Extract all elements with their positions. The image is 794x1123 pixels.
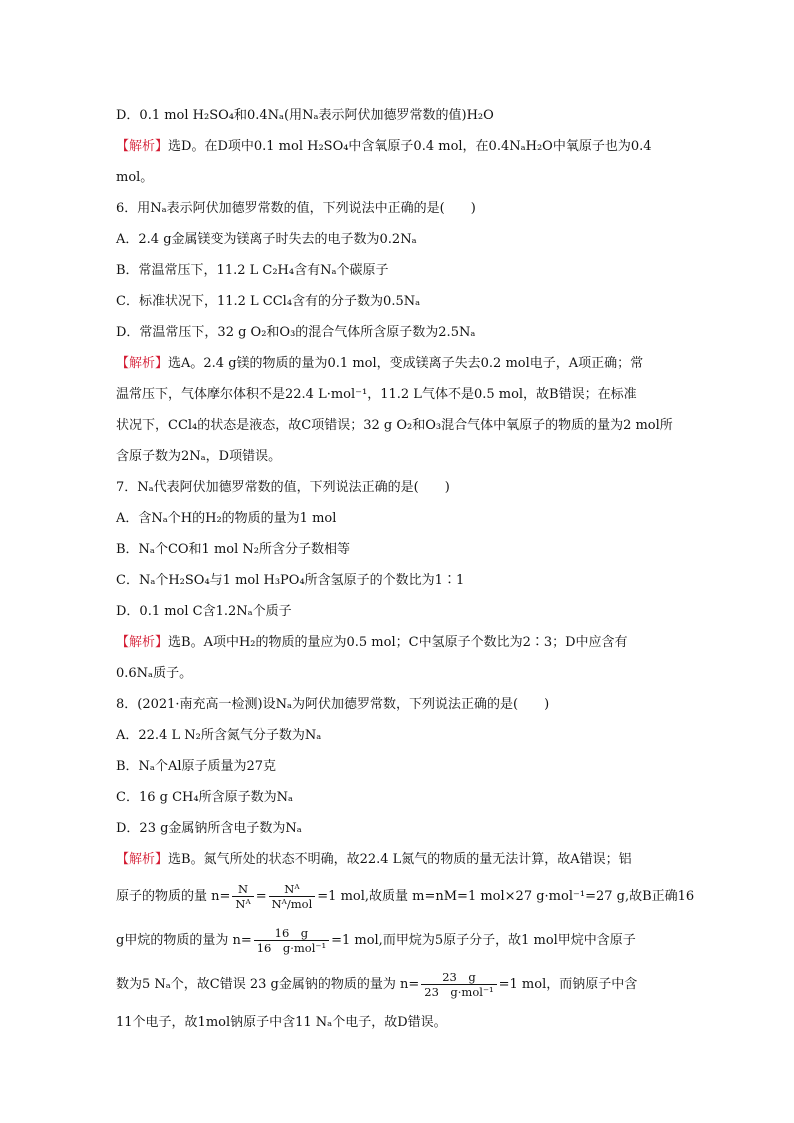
formula-suffix: =1 mol，而钠原子中含: [498, 977, 638, 992]
q8-analysis-line-5: 11个电子，故1mol钠原子中含11 Nₐ个电子，故D错误。: [116, 1015, 447, 1030]
analysis-tag: 【解析】: [116, 635, 169, 650]
document-page: [116, 100, 695, 1038]
formula-prefix: 数为5 Nₐ个，故C错误 23 g金属钠的物质的量为 n=: [116, 977, 420, 992]
q8-analysis-text: 选B。氮气所处的状态不明确，故22.4 L氮气的物质的量无法计算，故A错误；铝: [168, 852, 632, 867]
q8-stem: 8．(2021·南充高一检测)设Nₐ为阿伏加德罗常数，下列说法正确的是( ): [116, 697, 550, 712]
q8-analysis-line-1: [116, 844, 682, 875]
formula-prefix: g甲烷的物质的量为 n=: [116, 933, 252, 948]
q8-analysis-line-2: [116, 875, 695, 919]
q6-stem: 6．用Nₐ表示阿伏加德罗常数的值，下列说法中正确的是( ): [116, 201, 476, 216]
q8-option-d: D．23 g金属钠所含电子数为Nₐ: [116, 821, 302, 836]
q6-analysis-line-3: 状况下，CCl₄的状态是液态，故C项错误；32 g O₂和O₃混合气体中氧原子的物质的量为2 mol所: [116, 418, 673, 433]
q5-option-d: D．0.1 mol H₂SO₄和0.4Nₐ(用Nₐ表示阿伏加德罗常数的值)H₂O: [116, 108, 494, 123]
q5-analysis-line-2: mol。: [116, 170, 154, 185]
analysis-tag: 【解析】: [116, 356, 169, 371]
analysis-tag: 【解析】: [116, 852, 169, 867]
q8-analysis-line-4: [116, 963, 682, 1007]
q7-option-c: C．Nₐ个H₂SO₄与1 mol H₃PO₄所含氢原子的个数比为1∶1: [116, 573, 465, 588]
fraction-numerator: N: [232, 882, 253, 897]
equals-sign: =: [255, 889, 267, 904]
q7-stem: 7．Nₐ代表阿伏加德罗常数的值，下列说法正确的是( ): [116, 480, 450, 495]
q6-option-d: D．常温常压下，32 g O₂和O₃的混合气体所含原子数为2.5Nₐ: [116, 325, 476, 340]
q7-analysis-text: 选B。A项中H₂的物质的量应为0.5 mol；C中氢原子个数比为2∶3；D中应含有: [168, 635, 628, 650]
fraction-n-over-na: [232, 882, 253, 911]
fraction-denominator: 16 g·mol⁻¹: [256, 941, 327, 955]
q7-analysis-line-2: 0.6Nₐ质子。: [116, 666, 193, 681]
q7-option-b: B．Nₐ个CO和1 mol N₂所含分子数相等: [116, 542, 350, 557]
q7-option-a: A．含Nₐ个H的H₂的物质的量为1 mol: [116, 511, 337, 526]
q6-analysis-text: 选A。2.4 g镁的物质的量为0.1 mol，变成镁离子失去0.2 mol电子，A项正确；常: [168, 356, 644, 371]
q8-option-a: A．22.4 L N₂所含氮气分子数为Nₐ: [116, 728, 322, 743]
fraction-sodium-moles: [421, 970, 496, 999]
fraction-methane-moles: [254, 926, 329, 955]
q8-analysis-line-3: [116, 919, 682, 963]
q6-analysis-line-1: [116, 348, 682, 379]
fraction-numerator: Nᴬ: [269, 882, 316, 897]
fraction-numerator: 16 g: [254, 926, 329, 941]
formula-prefix: 原子的物质的量 n=: [116, 889, 231, 904]
q6-option-c: C．标准状况下，11.2 L CCl₄含有的分子数为0.5Nₐ: [116, 294, 421, 309]
q6-analysis-line-4: 含原子数为2Nₐ，D项错误。: [116, 449, 282, 464]
fraction-numerator: 23 g: [421, 970, 496, 985]
q8-option-c: C．16 g CH₄所含原子数为Nₐ: [116, 790, 293, 805]
fraction-denominator: Nᴬ: [235, 897, 251, 911]
q5-analysis-line-1: [116, 131, 682, 162]
fraction-na-over-na-mol: [269, 882, 316, 911]
fraction-denominator: Nᴬ/mol: [271, 897, 313, 911]
fraction-denominator: 23 g·mol⁻¹: [424, 985, 494, 999]
formula-suffix: =1 mol,而甲烷为5原子分子，故1 mol甲烷中含原子: [331, 933, 636, 948]
q6-option-b: B．常温常压下，11.2 L C₂H₄含有Nₐ个碳原子: [116, 263, 389, 278]
q8-option-b: B．Nₐ个Al原子质量为27克: [116, 759, 277, 774]
q6-analysis-line-2: 温常压下，气体摩尔体积不是22.4 L·mol⁻¹，11.2 L气体不是0.5 mol，故B错误；在标准: [116, 387, 637, 402]
q5-analysis-text: 选D。在D项中0.1 mol H₂SO₄中含氧原子0.4 mol，在0.4NₐH₂O中氧原子也为0.4: [168, 139, 652, 154]
q6-option-a: A．2.4 g金属镁变为镁离子时失去的电子数为0.2Nₐ: [116, 232, 417, 247]
formula-suffix: =1 mol,故质量 m=nM=1 mol×27 g·mol⁻¹=27 g,故B正确16: [317, 889, 695, 904]
analysis-tag: 【解析】: [116, 139, 169, 154]
q7-analysis-line-1: [116, 627, 682, 658]
q7-option-d: D．0.1 mol C含1.2Nₐ个质子: [116, 604, 292, 619]
